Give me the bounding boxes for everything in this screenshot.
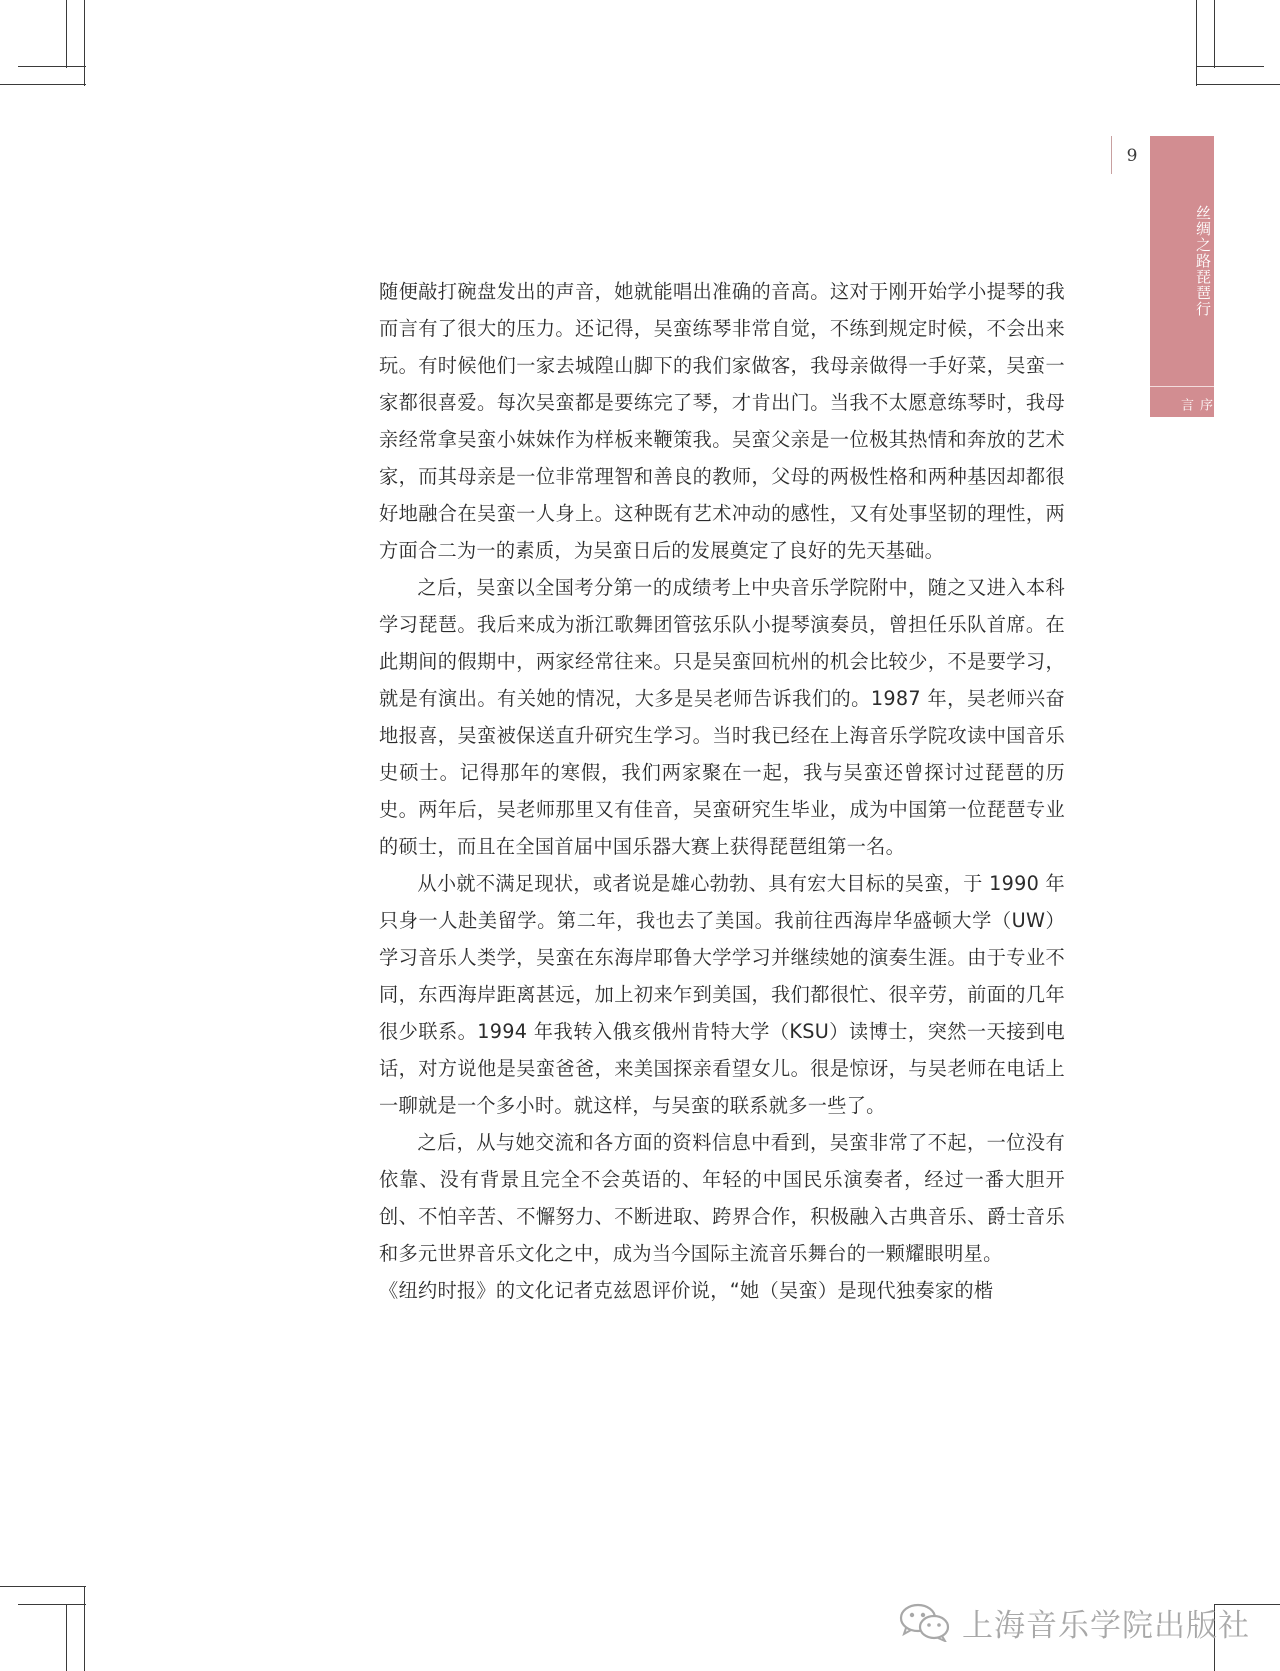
- page-number: 9: [1126, 146, 1138, 166]
- publisher-watermark: [898, 1602, 1250, 1642]
- crop-mark: [1196, 0, 1197, 86]
- paragraph: 随便敲打碗盘发出的声音，她就能唱出准确的音高。这对于刚开始学小提琴的我而言有了很大的压力。还记得，吴蛮练琴非常自觉，不练到规定时候，不会出来玩。有时候他们一家去城隍山脚下的我们家做客，我母亲做得一手好菜，吴蛮一家都很喜爱。每次吴蛮都是要练完了琴，才肯出门。当我不太愿意练琴时，我母亲经常拿吴蛮小妹妹作为样板来鞭策我。吴蛮父亲是一位极其热情和奔放的艺术家，而其母亲是一位非常理智和善良的教师，父母的两极性格和两种基因却都很好地融合在吴蛮一人身上。这种既有艺术冲动的感性，又有处事坚韧的理性，两方面合二为一的素质，为吴蛮日后的发展奠定了良好的先天基础。: [379, 280, 1065, 562]
- crop-mark: [1196, 66, 1264, 67]
- book-title: 丝绸之路琵琶行: [1194, 205, 1212, 317]
- paragraph: 《纽约时报》的文化记者克兹恩评价说，“她（吴蛮）是现代独奏家的楷: [379, 1279, 994, 1302]
- crop-mark: [66, 0, 67, 68]
- crop-mark: [18, 66, 86, 67]
- publisher-name: 上海音乐学院出版社: [962, 1607, 1250, 1644]
- paragraph: 之后，吴蛮以全国考分第一的成绩考上中央音乐学院附中，随之又进入本科学习琵琶。我后来成为浙江歌舞团管弦乐队小提琴演奏员，曾担任乐队首席。在此期间的假期中，两家经常往来。只是吴蛮回杭州的机会比较少，不是要学习，就是有演出。有关她的情况，大多是吴老师告诉我们的。1987 年，吴老师兴奋地报喜，吴蛮被保送直升研究生学习。当时我已经在上海音乐学院攻读中国音乐史硕士。记得那年的寒假，我们两家聚在一起，我与吴蛮还曾探讨过琵琶的历史。两年后，吴老师那里又有佳音，吴蛮研究生毕业，成为中国第一位琵琶专业的硕士，而且在全国首届中国乐器大赛上获得琵琶组第一名。: [379, 576, 1065, 858]
- crop-mark: [84, 1586, 85, 1671]
- crop-mark: [1214, 0, 1215, 68]
- crop-mark: [0, 84, 86, 85]
- crop-mark: [18, 1604, 86, 1605]
- tab-divider: [1150, 386, 1214, 387]
- header-divider: [1111, 136, 1112, 174]
- crop-mark: [84, 0, 85, 86]
- paragraph: 之后，从与她交流和各方面的资料信息中看到，吴蛮非常了不起，一位没有依靠、没有背景且完全不会英语的、年轻的中国民乐演奏者，经过一番大胆开创、不怕辛苦、不懈努力、不断进取、跨界合作，积极融入古典音乐、爵士音乐和多元世界音乐文化之中，成为当今国际主流音乐舞台的一颗耀眼明星。: [379, 1131, 1065, 1265]
- crop-mark: [66, 1604, 67, 1671]
- crop-mark: [1196, 84, 1280, 85]
- chapter-side-tab: [1150, 136, 1214, 417]
- crop-mark: [0, 1586, 86, 1587]
- paragraph: 从小就不满足现状，或者说是雄心勃勃、具有宏大目标的吴蛮，于 1990 年只身一人赴美留学。第二年，我也去了美国。我前往西海岸华盛顿大学（UW）学习音乐人类学，吴蛮在东海岸耶鲁大学学习并继续她的演奏生涯。由于专业不同，东西海岸距离甚远，加上初来乍到美国，我们都很忙、很辛劳，前面的几年很少联系。1994 年我转入俄亥俄州肯特大学（KSU）读博士，突然一天接到电话，对方说他是吴蛮爸爸，来美国探亲看望女儿。很是惊讶，与吴老师在电话上一聊就是一个多小时。就这样，与吴蛮的联系就多一些了。: [379, 872, 1065, 1117]
- wechat-icon: [898, 1602, 952, 1642]
- body-text: [379, 273, 1065, 1309]
- section-label: 序言: [1178, 398, 1212, 413]
